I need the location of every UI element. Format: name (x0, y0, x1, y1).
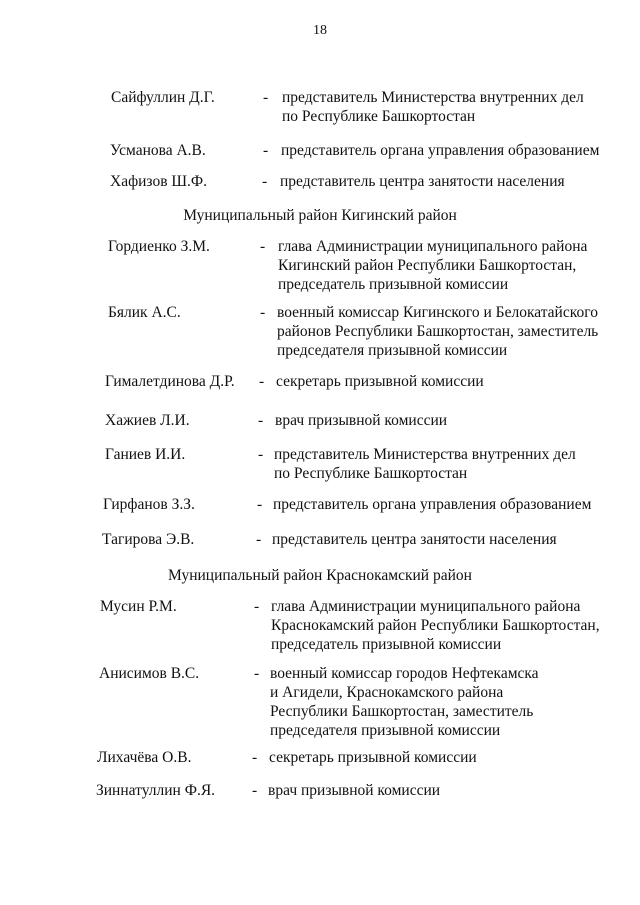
member-role: военный комиссар Кигинского и Белокатайского районов Республики Башкортостан, заместитель председателя призывной комиссии (277, 304, 599, 359)
page-number: 18 (313, 23, 327, 38)
member-name: Тагирова Э.В. (102, 531, 195, 548)
member-name: Ганиев И.И. (105, 446, 186, 463)
member-role: представитель центра занятости населения (280, 173, 565, 190)
member-role: врач призывной комиссии (275, 412, 448, 429)
member-role: глава Администрации муниципального района Краснокамский район Республики Башкортостан, председатель призывной комиссии (271, 598, 600, 653)
dash-separator: - (258, 412, 264, 429)
member-name: Гордиенко З.М. (108, 238, 210, 255)
dash-separator: - (254, 598, 260, 615)
member-name: Мусин Р.М. (100, 598, 177, 615)
dash-separator: - (256, 531, 262, 548)
dash-separator: - (262, 173, 268, 190)
member-role: представитель органа управления образованием (281, 142, 600, 159)
member-role: представитель центра занятости населения (272, 531, 557, 548)
member-role: врач призывной комиссии (268, 782, 441, 799)
section-heading: Муниципальный район Кигинский район (183, 207, 457, 224)
member-name: Анисимов В.С. (99, 665, 200, 682)
member-role: глава Администрации муниципального района Кигинский район Республики Башкортостан, председатель призывной комиссии (278, 238, 588, 293)
member-role: военный комиссар городов Нефтекамска и Агидели, Краснокамского района Республики Башкортостан, заместитель председателя призывной комиссии (270, 665, 539, 739)
dash-separator: - (258, 446, 264, 463)
dash-separator: - (259, 373, 265, 390)
dash-separator: - (260, 238, 266, 255)
member-name: Гималетдинова Д.Р. (105, 373, 235, 390)
member-role: представитель Министерства внутренних дел по Республике Башкортостан (282, 89, 584, 125)
dash-separator: - (263, 89, 269, 106)
section-heading: Муниципальный район Краснокамский район (168, 567, 472, 584)
member-role: представитель органа управления образованием (273, 496, 592, 513)
member-name: Усманова А.В. (110, 142, 206, 159)
member-name: Бялик А.С. (108, 304, 181, 321)
dash-separator: - (254, 665, 260, 682)
member-name: Сайфуллин Д.Г. (111, 89, 215, 106)
member-role: секретарь призывной комиссии (276, 373, 484, 390)
member-name: Хафизов Ш.Ф. (110, 173, 208, 190)
dash-separator: - (260, 304, 266, 321)
member-role: представитель Министерства внутренних дел по Республике Башкортостан (274, 446, 576, 482)
member-name: Хажиев Л.И. (105, 412, 190, 429)
member-name: Лихачёва О.В. (97, 749, 192, 766)
dash-separator: - (252, 782, 258, 799)
member-role: секретарь призывной комиссии (269, 749, 477, 766)
member-name: Зиннатуллин Ф.Я. (96, 782, 216, 799)
dash-separator: - (263, 142, 269, 159)
dash-separator: - (257, 496, 263, 513)
member-name: Гирфанов З.З. (103, 496, 195, 513)
dash-separator: - (252, 749, 258, 766)
